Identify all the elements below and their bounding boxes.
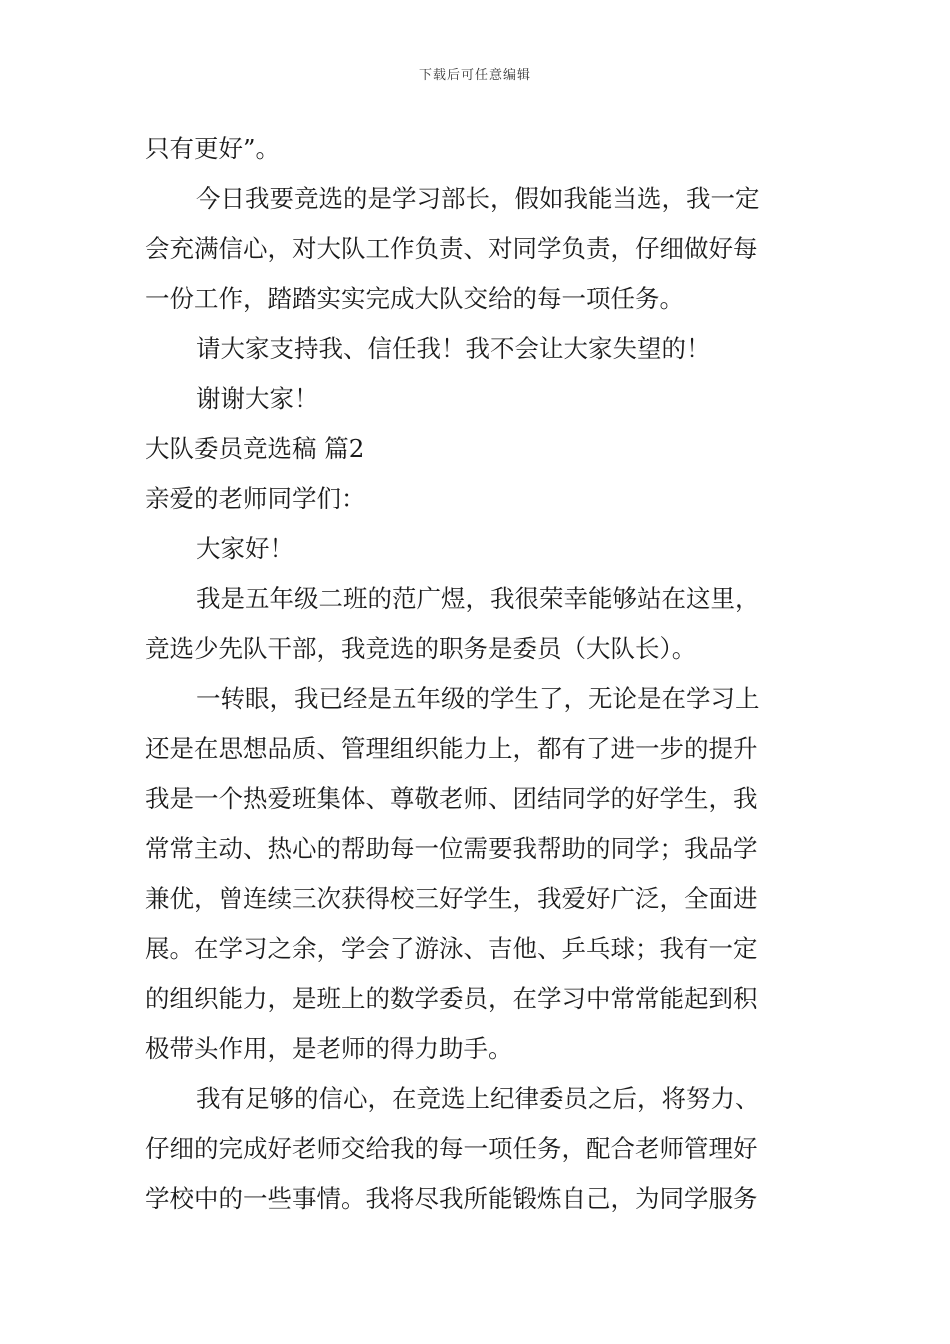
- document-body: [145, 124, 807, 1224]
- text-line: 只有更好”。: [145, 134, 281, 163]
- text-line: 我是一个热爱班集体、尊敬老师、团结同学的好学生，我: [145, 784, 758, 813]
- text-line: 大家好！: [196, 534, 294, 563]
- text-line: 今日我要竞选的是学习部长，假如我能当选，我一定: [196, 184, 760, 213]
- salutation: 亲爱的老师同学们：: [145, 484, 366, 513]
- text-line: 一份工作，踏踏实实完成大队交给的每一项任务。: [145, 284, 684, 313]
- text-line: 极带头作用，是老师的得力助手。: [145, 1034, 513, 1063]
- text-line: 我是五年级二班的范广煜，我很荣幸能够站在这里，: [196, 584, 760, 613]
- text-line: 展。在学习之余，学会了游泳、吉他、乒乓球；我有一定: [145, 934, 758, 963]
- text-line: 竞选少先队干部，我竞选的职务是委员（大队长）。: [145, 634, 697, 663]
- text-line: 仔细的完成好老师交给我的每一项任务，配合老师管理好: [145, 1134, 758, 1163]
- page-header: 下载后可任意编辑: [418, 68, 531, 83]
- text-line: 学校中的一些事情。我将尽我所能锻炼自己，为同学服务: [145, 1184, 758, 1213]
- text-line: 我有足够的信心，在竞选上纪律委员之后，将努力、: [196, 1084, 760, 1113]
- text-line: 常常主动、热心的帮助每一位需要我帮助的同学；我品学: [145, 834, 758, 863]
- text-line: 请大家支持我、信任我！我不会让大家失望的！: [196, 334, 711, 363]
- text-line: 还是在思想品质、管理组织能力上，都有了进一步的提升: [145, 734, 758, 763]
- text-line: 会充满信心，对大队工作负责、对同学负责，仔细做好每: [145, 234, 758, 263]
- text-line: 的组织能力，是班上的数学委员，在学习中常常能起到积: [145, 984, 758, 1013]
- text-line: 谢谢大家！: [196, 384, 319, 413]
- text-line: 一转眼，我已经是五年级的学生了，无论是在学习上: [196, 684, 760, 713]
- section-heading: 大队委员竞选稿 篇2: [145, 434, 365, 463]
- text-line: 兼优，曾连续三次获得校三好学生，我爱好广泛，全面进: [145, 884, 758, 913]
